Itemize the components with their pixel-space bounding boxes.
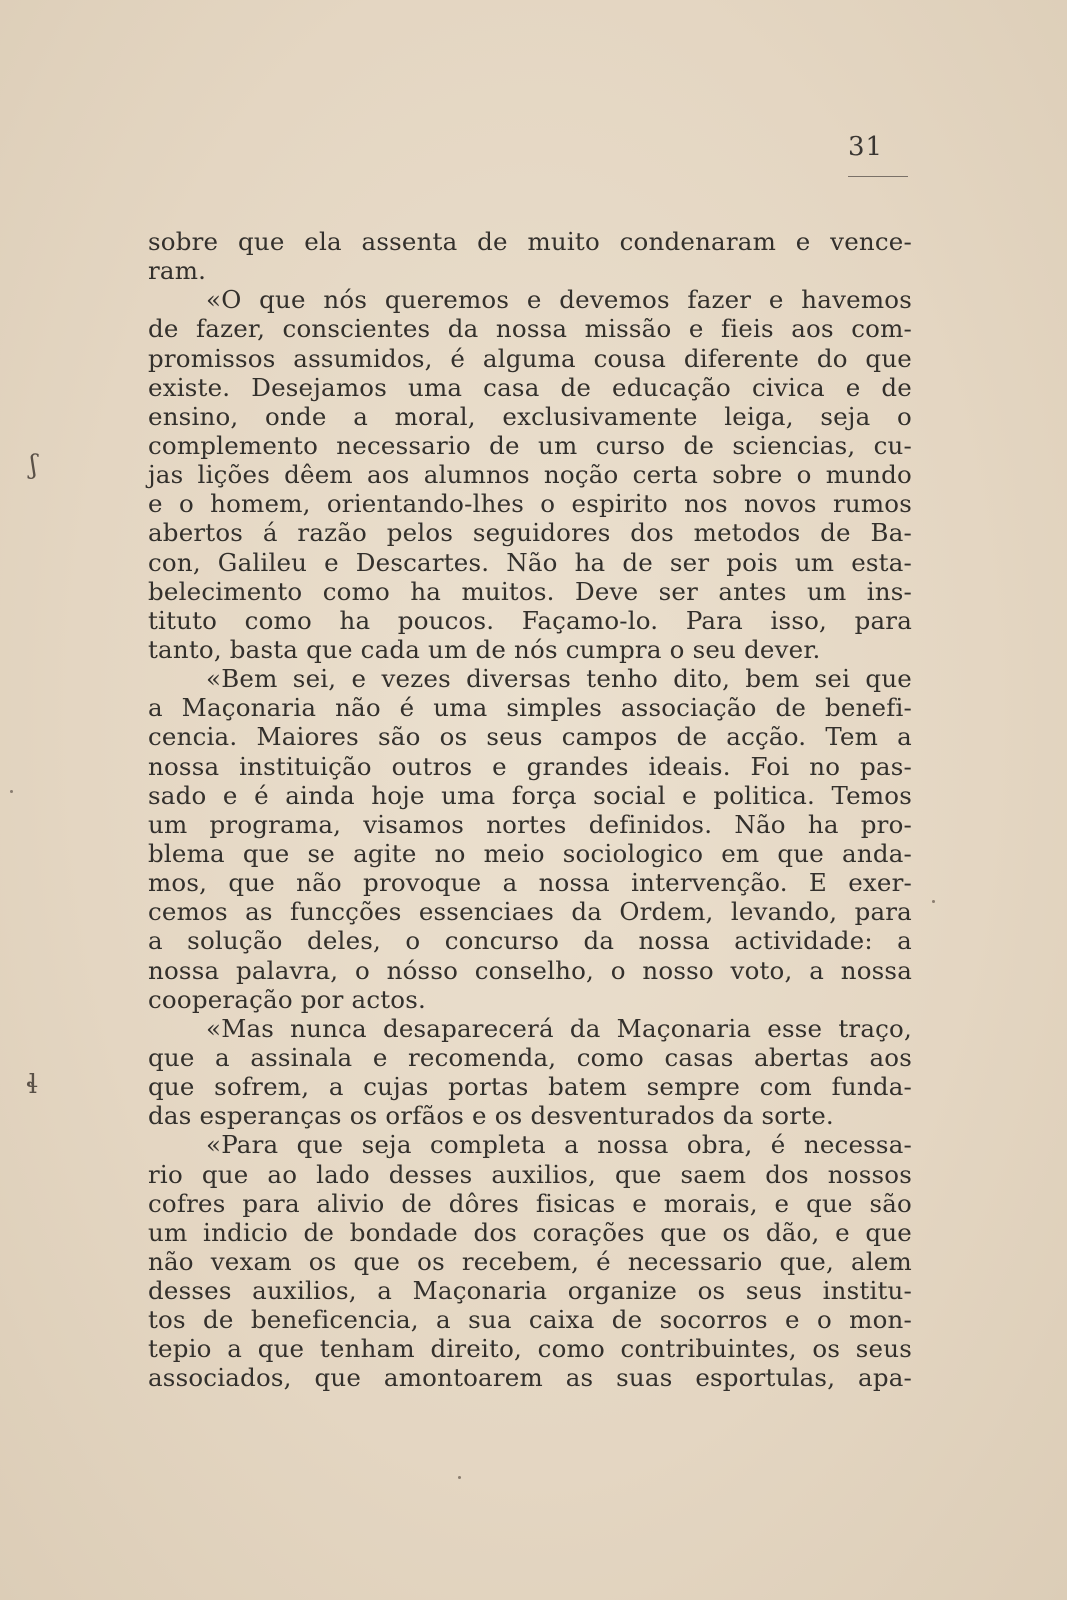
text-line: tepio a que tenham direito, como contribuintes, os seus [148, 1334, 912, 1364]
margin-mark-icon: ʃ [30, 450, 38, 480]
text-line: sobre que ela assenta de muito condenaram e vence- [148, 227, 912, 256]
text-line: con, Galileu e Descartes. Não ha de ser pois um esta- [148, 547, 912, 577]
text-line: cemos as funcções essenciaes da Ordem, levando, para [148, 897, 912, 927]
text-line: existe. Desejamos uma casa de educação civica e de [148, 372, 912, 402]
text-line: de fazer, conscientes da nossa missão e fieis aos com- [148, 314, 912, 344]
paper-speck [10, 790, 13, 793]
text-line: das esperanças os orfãos e os desventurados da sorte. [148, 1101, 834, 1131]
text-line: complemento necessario de um curso de sciencias, cu- [148, 430, 912, 460]
text-line: cencia. Maiores são os seus campos de acção. Tem a [148, 722, 912, 752]
page-number: 31 [848, 132, 884, 162]
page-number-rule [848, 176, 908, 177]
text-line: «Bem sei, e vezes diversas tenho dito, bem sei que [206, 664, 912, 694]
text-line: desses auxilios, a Maçonaria organize os seus institu- [148, 1276, 912, 1306]
text-line: promissos assumidos, é alguma cousa diferente do que [148, 343, 912, 373]
text-line: um programa, visamos nortes definidos. Não ha pro- [148, 809, 912, 839]
text-line: «Mas nunca desaparecerá da Maçonaria esse traço, [206, 1013, 912, 1043]
text-line: cooperação por actos. [148, 984, 427, 1014]
text-line: associados, que amontoarem as suas esportulas, apa- [148, 1363, 912, 1393]
text-line: tituto como ha poucos. Façamo-lo. Para isso, para [148, 605, 912, 635]
text-line: ram. [148, 256, 207, 286]
text-line: «O que nós queremos e devemos fazer e havemos [206, 285, 912, 315]
text-line: rio que ao lado desses auxilios, que saem dos nossos [148, 1159, 912, 1189]
text-line: tanto, basta que cada um de nós cumpra o seu dever. [148, 634, 821, 664]
text-line: cofres para alivio de dôres fisicas e morais, e que são [148, 1188, 912, 1218]
text-line: ensino, onde a moral, exclusivamente leiga, seja o [148, 401, 912, 431]
text-line: jas lições dêem aos alumnos noção certa sobre o mundo [148, 460, 912, 490]
text-line: e o homem, orientando-lhes o espirito nos novos rumos [148, 489, 912, 519]
text-line: blema que se agite no meio sociologico em que anda- [148, 838, 912, 868]
text-line: nossa instituição outros e grandes ideais. Foi no pas- [148, 751, 912, 781]
text-line: «Para que seja completa a nossa obra, é necessa- [206, 1130, 912, 1160]
text-line: a Maçonaria não é uma simples associação de benefi- [148, 693, 912, 723]
text-line: belecimento como ha muitos. Deve ser antes um ins- [148, 576, 912, 606]
text-line: que sofrem, a cujas portas batem sempre com funda- [148, 1072, 912, 1102]
text-line: não vexam os que os recebem, é necessario que, alem [148, 1246, 912, 1276]
margin-mark-icon: ɬ [26, 1070, 38, 1100]
text-line: nossa palavra, o nósso conselho, o nosso voto, a nossa [148, 955, 912, 985]
paper-speck [932, 900, 935, 903]
text-line: sado e é ainda hoje uma força social e politica. Temos [148, 780, 912, 810]
text-line: abertos á razão pelos seguidores dos metodos de Ba- [148, 518, 912, 548]
text-line: tos de beneficencia, a sua caixa de socorros e o mon- [148, 1305, 912, 1335]
text-line: a solução deles, o concurso da nossa actividade: a [148, 926, 912, 956]
text-line: mos, que não provoque a nossa intervenção. E exer- [148, 868, 912, 898]
paper-speck [458, 1476, 461, 1479]
text-line: que a assinala e recomenda, como casas abertas aos [148, 1042, 912, 1072]
text-line: um indicio de bondade dos corações que os dão, e que [148, 1217, 912, 1247]
body-text [148, 227, 912, 1393]
